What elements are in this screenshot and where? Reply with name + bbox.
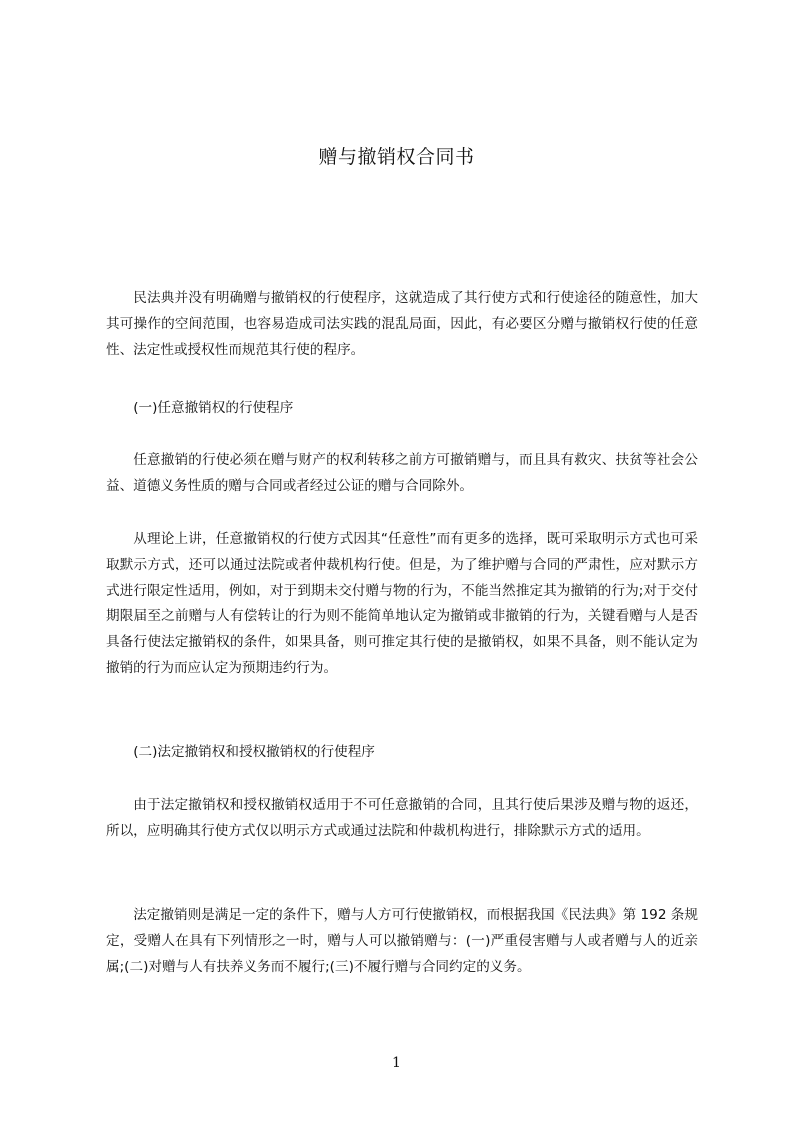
paragraph-statutory-revocation-conditions: 法定撤销则是满足一定的条件下，赠与人方可行使撤销权，而根据我国《民法典》第 192 条规定，受赠人在具有下列情形之一时，赠与人可以撤销赠与：(一)严重侵害赠与人或者赠与人的近亲属;(二)对赠与人有扶养义务而不履行;(三)不履行赠与合同约定的义务。 xyxy=(106,907,698,975)
paragraph-arbitrary-revocation-method: 从理论上讲，任意撤销权的行使方式因其“任意性”而有更多的选择，既可采取明示方式也可采取默示方式，还可以通过法院或者仲裁机构行使。但是，为了维护赠与合同的严肃性，应对默示方式进行限定性适用，例如，对于到期未交付赠与物的行为，不能当然推定其为撤销的行为;对于交付期限届至之前赠与人有偿转让的行为则不能简单地认定为撤销或非撤销的行为，关键看赠与人是否具备行使法定撤销权的条件，如果具备，则可推定其行使的是撤销权，如果不具备，则不能认定为撤销的行为而应认定为预期违约行为。 xyxy=(106,531,698,676)
section-heading-arbitrary-revocation: (一)任意撤销权的行使程序 xyxy=(133,400,294,416)
paragraph-arbitrary-revocation-condition: 任意撤销的行使必须在赠与财产的权利转移之前方可撤销赠与，而且具有救灾、扶贫等社会公益、道德义务性质的赠与合同或者经过公证的赠与合同除外。 xyxy=(106,452,698,494)
paragraph-statutory-revocation-method: 由于法定撤销权和授权撤销权适用于不可任意撤销的合同，且其行使后果涉及赠与物的返还，所以，应明确其行使方式仅以明示方式或通过法院和仲裁机构进行，排除默示方式的适用。 xyxy=(106,797,698,839)
paragraph-intro: 民法典并没有明确赠与撤销权的行使程序，这就造成了其行使方式和行使途径的随意性，加大其可操作的空间范围，也容易造成司法实践的混乱局面，因此，有必要区分赠与撤销权行使的任意性、法定性或授权性而规范其行使的程序。 xyxy=(106,290,698,358)
document-title: 赠与撤销权合同书 xyxy=(318,146,475,168)
page-number: 1 xyxy=(392,1055,401,1071)
section-heading-statutory-revocation: (二)法定撤销权和授权撤销权的行使程序 xyxy=(133,744,375,760)
